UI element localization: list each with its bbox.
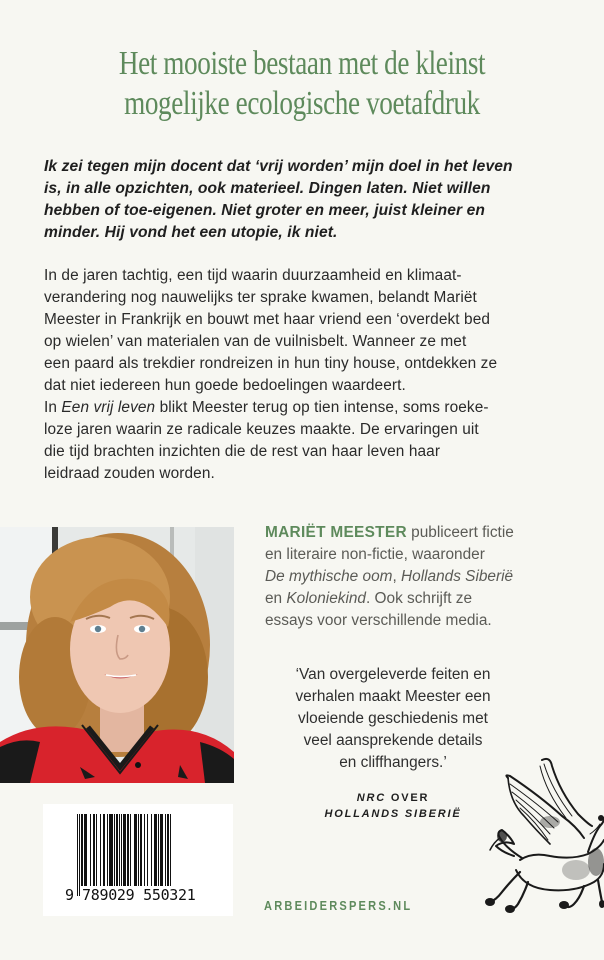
bio-line — [265, 566, 595, 588]
blurb-line — [44, 397, 554, 419]
source-name: NRC — [356, 792, 386, 804]
book-title: Een vrij leven — [61, 399, 156, 416]
barcode-bars — [77, 814, 203, 896]
blurb-line: een paard als trekdier rondreizen in hun tiny house, ontdekken ze — [44, 355, 498, 372]
intro-quote-line: minder. Hij vond het een utopie, ik niet. — [44, 224, 338, 241]
blurb-line: loze jaren waarin ze radicale keuzes maakte. De ervaringen uit — [44, 421, 479, 438]
review-line: vloeiende geschiedenis met — [298, 710, 488, 727]
book-title: De mythische oom — [265, 568, 393, 585]
blurb-text: In — [44, 399, 62, 416]
blurb-line: verandering nog nauwelijks ter sprake kwamen, belandt Mariët — [44, 289, 477, 306]
intro-quote-line: hebben of toe-eigenen. Niet groter en meer, juist kleiner en — [44, 202, 485, 219]
pegasus-icon — [480, 752, 604, 916]
bio-line — [265, 588, 595, 610]
blurb-line: In de jaren tachtig, een tijd waarin duurzaamheid en klimaat- — [44, 267, 462, 284]
bio-line: essays voor verschillende media. — [265, 612, 492, 629]
barcode-bar — [171, 814, 172, 896]
source-over: OVER — [386, 792, 430, 804]
bio-text: . Ook schrijft ze — [365, 590, 473, 607]
intro-quote-line: Ik zei tegen mijn docent dat ‘vrij worden’ mijn doel in het leven — [44, 158, 513, 175]
bio-line: en literaire non-fictie, waaronder — [265, 546, 485, 563]
review-line: ‘Van overgeleverde feiten en — [295, 666, 491, 683]
bio-text: , — [392, 568, 402, 585]
barcode-number: 789029 550321 — [82, 886, 196, 904]
barcode-first-digit: 9 — [65, 886, 74, 904]
book-title: Hollands Siberië — [401, 568, 514, 585]
intro-quote-line: is, in alle opzichten, ook materieel. Dingen laten. Niet willen — [44, 180, 491, 197]
bio-text: publiceert fictie — [406, 524, 514, 541]
intro-quote — [44, 156, 550, 244]
bio-line — [265, 522, 595, 544]
blurb-line: dat niet iedereen hun goede bedoelingen waardeert. — [44, 377, 406, 394]
blurb-text: blikt Meester terug op tien intense, soms roeke- — [155, 399, 489, 416]
review-line: verhalen maakt Meester een — [295, 688, 491, 705]
publisher-url: ARBEIDERSPERS.NL — [264, 898, 413, 913]
bio-text: en — [265, 590, 287, 607]
review-line: en cliffhangers.’ — [339, 754, 447, 771]
book-title: Koloniekind — [286, 590, 366, 607]
blurb-line: leidraad zouden worden. — [44, 465, 215, 482]
author-name: MARIËT MEESTER — [265, 524, 407, 541]
author-photo — [0, 527, 234, 783]
source-book: HOLLANDS SIBERIË — [324, 808, 462, 820]
review-line: veel aansprekende details — [303, 732, 483, 749]
blurb-line: Meester in Frankrijk en bouwt met haar vriend een ‘overdekt bed — [44, 311, 491, 328]
author-bio — [265, 522, 595, 632]
headline — [60, 44, 543, 124]
portrait-illustration — [0, 527, 234, 783]
isbn-barcode — [43, 804, 233, 916]
blurb-body — [44, 265, 554, 485]
headline-line: mogelijke ecologische voetafdruk — [124, 85, 480, 122]
blurb-line: die tijd brachten inzichten die de rest van haar leven haar — [44, 443, 441, 460]
headline-line: Het mooiste bestaan met de kleinst — [118, 45, 486, 82]
blurb-line: op wielen’ van materialen van de vuilnisbelt. Wanneer ze met — [44, 333, 467, 350]
